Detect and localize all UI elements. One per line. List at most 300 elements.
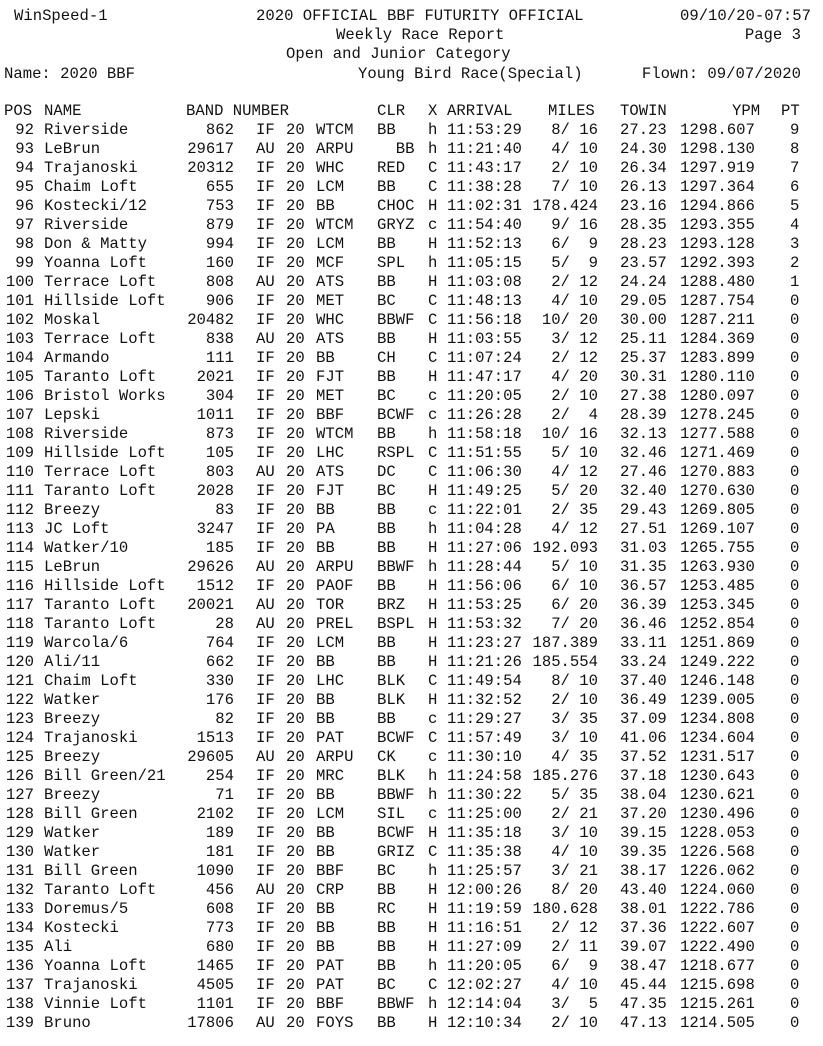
cell-yr: 20 (286, 938, 305, 956)
cell-x: c (428, 216, 438, 234)
cell-org: IF (256, 653, 275, 671)
cell-arrival: 11:27:09 (447, 938, 522, 956)
table-row (0, 995, 823, 1014)
cell-org: IF (256, 444, 275, 462)
cell-towin: 38.17 (620, 862, 667, 880)
page-number: Page 3 (744, 26, 801, 44)
cell-miles: 2/ 12 (551, 349, 598, 367)
cell-name: JC Loft (44, 520, 110, 538)
cell-name: Watker (44, 843, 101, 861)
cell-club: ARPU (316, 140, 354, 158)
cell-arrival: 11:38:28 (447, 178, 522, 196)
cell-towin: 26.34 (620, 159, 667, 177)
cell-band: 304 (205, 387, 234, 405)
cell-yr: 20 (286, 577, 305, 595)
col-arrival: ARRIVAL (447, 102, 513, 120)
cell-yr: 20 (286, 520, 305, 538)
table-row (0, 615, 823, 634)
cell-miles: 5/ 9 (551, 254, 598, 272)
cell-miles: 5/ 20 (551, 482, 598, 500)
cell-x: C (428, 292, 438, 310)
table-row (0, 691, 823, 710)
cell-pt: 0 (790, 729, 800, 747)
cell-pos: 112 (5, 501, 34, 519)
cell-ypm: 1215.261 (680, 995, 755, 1013)
cell-towin: 47.13 (620, 1014, 667, 1032)
cell-yr: 20 (286, 159, 305, 177)
cell-band: 330 (205, 672, 234, 690)
cell-miles: 2/ 10 (551, 691, 598, 709)
cell-pt: 0 (790, 634, 800, 652)
cell-band: 1512 (196, 577, 234, 595)
cell-pt: 0 (790, 824, 800, 842)
cell-x: H (428, 615, 438, 633)
cell-towin: 39.35 (620, 843, 667, 861)
cell-ypm: 1234.604 (680, 729, 755, 747)
cell-name: Doremus/5 (44, 900, 129, 918)
cell-name: Ali (44, 938, 73, 956)
cell-arrival: 11:56:18 (447, 311, 522, 329)
cell-clr: BCWF (377, 729, 415, 747)
cell-clr: SIL (377, 805, 406, 823)
cell-yr: 20 (286, 216, 305, 234)
cell-name: Riverside (44, 425, 129, 443)
cell-name: Ali/11 (44, 653, 101, 671)
cell-x: C (428, 976, 438, 994)
cell-clr: BB (377, 235, 396, 253)
cell-x: C (428, 311, 438, 329)
cell-ypm: 1271.469 (680, 444, 755, 462)
cell-towin: 24.24 (620, 273, 667, 291)
cell-miles: 187.389 (532, 634, 598, 652)
cell-name: Chaim Loft (44, 178, 138, 196)
cell-pt: 0 (790, 292, 800, 310)
table-row (0, 843, 823, 862)
cell-org: AU (256, 881, 275, 899)
cell-towin: 23.57 (620, 254, 667, 272)
cell-name: Bill Green (44, 862, 138, 880)
cell-club: LCM (316, 178, 345, 196)
cell-arrival: 11:26:28 (447, 406, 522, 424)
cell-ypm: 1278.245 (680, 406, 755, 424)
cell-yr: 20 (286, 425, 305, 443)
cell-pos: 100 (5, 273, 34, 291)
col-pt: PT (781, 102, 800, 120)
cell-yr: 20 (286, 273, 305, 291)
cell-yr: 20 (286, 767, 305, 785)
cell-arrival: 11:24:58 (447, 767, 522, 785)
cell-miles: 8/ 10 (551, 672, 598, 690)
cell-pos: 114 (5, 539, 34, 557)
cell-org: AU (256, 463, 275, 481)
cell-name: Taranto Loft (44, 482, 157, 500)
cell-ypm: 1297.919 (680, 159, 755, 177)
cell-x: h (428, 767, 438, 785)
program-name: WinSpeed-1 (14, 7, 108, 25)
cell-miles: 8/ 20 (551, 881, 598, 899)
cell-yr: 20 (286, 140, 305, 158)
cell-ypm: 1265.755 (680, 539, 755, 557)
cell-ypm: 1226.568 (680, 843, 755, 861)
cell-band: 906 (205, 292, 234, 310)
cell-pos: 127 (5, 786, 34, 804)
cell-pos: 105 (5, 368, 34, 386)
cell-pos: 133 (5, 900, 34, 918)
cell-x: H (428, 539, 438, 557)
cell-band: 608 (205, 900, 234, 918)
cell-org: IF (256, 710, 275, 728)
cell-pos: 106 (5, 387, 34, 405)
cell-x: C (428, 444, 438, 462)
cell-pt: 0 (790, 938, 800, 956)
cell-arrival: 12:00:26 (447, 881, 522, 899)
cell-x: h (428, 254, 438, 272)
cell-clr: BB (377, 634, 396, 652)
cell-name: Watker (44, 691, 101, 709)
cell-ypm: 1249.222 (680, 653, 755, 671)
cell-clr: BB (377, 501, 396, 519)
cell-clr: RC (377, 900, 396, 918)
cell-yr: 20 (286, 482, 305, 500)
table-row (0, 900, 823, 919)
cell-clr: BB (377, 919, 396, 937)
cell-x: H (428, 235, 438, 253)
cell-towin: 28.39 (620, 406, 667, 424)
cell-arrival: 11:06:30 (447, 463, 522, 481)
cell-clr: BLK (377, 672, 406, 690)
table-row (0, 976, 823, 995)
cell-miles: 4/ 10 (551, 292, 598, 310)
cell-org: AU (256, 558, 275, 576)
cell-org: AU (256, 1014, 275, 1032)
cell-towin: 36.39 (620, 596, 667, 614)
cell-miles: 2/ 4 (551, 406, 598, 424)
cell-ypm: 1222.607 (680, 919, 755, 937)
cell-name: Breezy (44, 710, 101, 728)
table-row (0, 273, 823, 292)
cell-pt: 3 (790, 235, 800, 253)
cell-org: IF (256, 843, 275, 861)
cell-towin: 36.46 (620, 615, 667, 633)
cell-org: IF (256, 387, 275, 405)
cell-x: h (428, 520, 438, 538)
cell-yr: 20 (286, 824, 305, 842)
cell-pt: 0 (790, 406, 800, 424)
col-name: NAME (44, 102, 82, 120)
cell-pos: 122 (5, 691, 34, 709)
cell-towin: 32.40 (620, 482, 667, 500)
cell-name: Bristol Works (44, 387, 166, 405)
cell-x: C (428, 159, 438, 177)
cell-yr: 20 (286, 691, 305, 709)
cell-clr: BBWF (377, 311, 415, 329)
col-pos: POS (4, 102, 33, 120)
cell-ypm: 1280.097 (680, 387, 755, 405)
cell-pos: 97 (15, 216, 34, 234)
cell-arrival: 11:25:57 (447, 862, 522, 880)
cell-yr: 20 (286, 957, 305, 975)
cell-name: Taranto Loft (44, 881, 157, 899)
cell-arrival: 11:57:49 (447, 729, 522, 747)
cell-club: MET (316, 292, 345, 310)
cell-pos: 117 (5, 596, 34, 614)
cell-band: 82 (215, 710, 234, 728)
cell-org: IF (256, 520, 275, 538)
cell-arrival: 11:28:44 (447, 558, 522, 576)
cell-pos: 134 (5, 919, 34, 937)
cell-arrival: 11:19:59 (447, 900, 522, 918)
cell-band: 20312 (187, 159, 234, 177)
cell-towin: 27.51 (620, 520, 667, 538)
cell-org: IF (256, 957, 275, 975)
cell-arrival: 11:47:17 (447, 368, 522, 386)
table-row (0, 235, 823, 254)
cell-arrival: 11:49:25 (447, 482, 522, 500)
cell-club: BB (316, 938, 335, 956)
cell-org: IF (256, 729, 275, 747)
table-row (0, 501, 823, 520)
cell-towin: 38.04 (620, 786, 667, 804)
cell-name: Taranto Loft (44, 596, 157, 614)
cell-club: BB (316, 349, 335, 367)
cell-pos: 139 (5, 1014, 34, 1032)
cell-ypm: 1284.369 (680, 330, 755, 348)
cell-yr: 20 (286, 615, 305, 633)
cell-x: c (428, 748, 438, 766)
cell-pos: 92 (15, 121, 34, 139)
cell-clr: GRYZ (377, 216, 415, 234)
cell-pt: 0 (790, 862, 800, 880)
cell-x: h (428, 121, 438, 139)
cell-name: Moskal (44, 311, 101, 329)
cell-club: BB (316, 653, 335, 671)
cell-arrival: 11:32:52 (447, 691, 522, 709)
cell-yr: 20 (286, 710, 305, 728)
cell-arrival: 11:20:05 (447, 957, 522, 975)
cell-yr: 20 (286, 881, 305, 899)
cell-pos: 132 (5, 881, 34, 899)
cell-arrival: 11:53:32 (447, 615, 522, 633)
cell-pos: 113 (5, 520, 34, 538)
cell-x: h (428, 957, 438, 975)
cell-clr: BC (377, 387, 396, 405)
cell-org: IF (256, 824, 275, 842)
col-towin: TOWIN (620, 102, 667, 120)
cell-arrival: 11:43:17 (447, 159, 522, 177)
table-row (0, 159, 823, 178)
cell-yr: 20 (286, 1014, 305, 1032)
cell-arrival: 11:27:06 (447, 539, 522, 557)
cell-clr: BB (377, 957, 396, 975)
cell-yr: 20 (286, 349, 305, 367)
cell-club: BBF (316, 995, 345, 1013)
col-miles: MILES (548, 102, 595, 120)
cell-band: 838 (205, 330, 234, 348)
cell-yr: 20 (286, 444, 305, 462)
cell-pt: 7 (790, 159, 800, 177)
cell-band: 29626 (187, 558, 234, 576)
cell-band: 4505 (196, 976, 234, 994)
report-datetime: 09/10/20-07:57 (679, 7, 811, 25)
cell-ypm: 1214.505 (680, 1014, 755, 1032)
cell-x: C (428, 463, 438, 481)
cell-towin: 23.16 (620, 197, 667, 215)
cell-name: LeBrun (44, 140, 101, 158)
cell-band: 2028 (196, 482, 234, 500)
cell-towin: 36.49 (620, 691, 667, 709)
cell-pt: 8 (790, 140, 800, 158)
table-row (0, 558, 823, 577)
cell-org: IF (256, 368, 275, 386)
cell-org: IF (256, 482, 275, 500)
cell-club: PREL (316, 615, 354, 633)
cell-club: ATS (316, 463, 345, 481)
cell-org: IF (256, 501, 275, 519)
cell-pt: 0 (790, 691, 800, 709)
cell-clr: BCWF (377, 406, 415, 424)
cell-arrival: 11:03:55 (447, 330, 522, 348)
cell-name: Watker (44, 824, 101, 842)
table-row (0, 197, 823, 216)
report-name: Weekly Race Report (336, 26, 505, 44)
cell-yr: 20 (286, 501, 305, 519)
cell-name: Yoanna Loft (44, 254, 147, 272)
cell-pos: 121 (5, 672, 34, 690)
cell-band: 254 (205, 767, 234, 785)
cell-pos: 104 (5, 349, 34, 367)
cell-pos: 107 (5, 406, 34, 424)
cell-club: WTCM (316, 425, 354, 443)
cell-band: 1465 (196, 957, 234, 975)
cell-name: LeBrun (44, 558, 101, 576)
cell-yr: 20 (286, 976, 305, 994)
cell-name: Hillside Loft (44, 577, 166, 595)
cell-towin: 33.24 (620, 653, 667, 671)
cell-org: IF (256, 178, 275, 196)
cell-pos: 130 (5, 843, 34, 861)
cell-club: LCM (316, 634, 345, 652)
cell-towin: 45.44 (620, 976, 667, 994)
table-row (0, 786, 823, 805)
cell-clr: BCWF (377, 824, 415, 842)
cell-clr: BC (377, 292, 396, 310)
cell-name: Watker/10 (44, 539, 129, 557)
cell-name: Armando (44, 349, 110, 367)
table-row (0, 824, 823, 843)
cell-x: c (428, 805, 438, 823)
cell-x: C (428, 178, 438, 196)
cell-miles: 178.424 (532, 197, 598, 215)
cell-miles: 2/ 12 (551, 273, 598, 291)
cell-name: Vinnie Loft (44, 995, 147, 1013)
cell-org: AU (256, 273, 275, 291)
cell-x: c (428, 501, 438, 519)
cell-clr: BB (377, 710, 396, 728)
table-row (0, 748, 823, 767)
cell-pt: 0 (790, 653, 800, 671)
cell-band: 160 (205, 254, 234, 272)
cell-band: 862 (205, 121, 234, 139)
cell-pos: 126 (5, 767, 34, 785)
cell-yr: 20 (286, 254, 305, 272)
cell-band: 1513 (196, 729, 234, 747)
cell-band: 28 (215, 615, 234, 633)
cell-ypm: 1280.110 (680, 368, 755, 386)
cell-x: h (428, 786, 438, 804)
table-row (0, 957, 823, 976)
cell-pt: 0 (790, 349, 800, 367)
race-type: Young Bird Race(Special) (358, 65, 583, 83)
cell-pos: 94 (15, 159, 34, 177)
cell-name: Breezy (44, 501, 101, 519)
race-name-label: Name: 2020 BBF (4, 65, 136, 83)
cell-miles: 3/ 12 (551, 330, 598, 348)
cell-pt: 0 (790, 330, 800, 348)
cell-arrival: 11:48:13 (447, 292, 522, 310)
cell-x: C (428, 672, 438, 690)
cell-pt: 6 (790, 178, 800, 196)
cell-clr: BB (377, 368, 396, 386)
cell-pt: 0 (790, 387, 800, 405)
cell-club: BB (316, 843, 335, 861)
cell-band: 185 (205, 539, 234, 557)
cell-clr: BB (377, 1014, 396, 1032)
cell-name: Terrace Loft (44, 273, 157, 291)
cell-pt: 0 (790, 615, 800, 633)
cell-band: 1090 (196, 862, 234, 880)
cell-pos: 136 (5, 957, 34, 975)
cell-miles: 185.276 (532, 767, 598, 785)
table-row (0, 216, 823, 235)
cell-band: 29605 (187, 748, 234, 766)
cell-club: BB (316, 786, 335, 804)
cell-club: FOYS (316, 1014, 354, 1032)
cell-pt: 0 (790, 558, 800, 576)
cell-miles: 7/ 10 (551, 178, 598, 196)
cell-pt: 0 (790, 463, 800, 481)
cell-pt: 0 (790, 444, 800, 462)
cell-towin: 27.46 (620, 463, 667, 481)
cell-org: IF (256, 539, 275, 557)
cell-ypm: 1228.053 (680, 824, 755, 842)
cell-clr: BBWF (377, 558, 415, 576)
cell-org: IF (256, 425, 275, 443)
cell-towin: 39.15 (620, 824, 667, 842)
cell-towin: 37.52 (620, 748, 667, 766)
cell-club: ARPU (316, 748, 354, 766)
cell-miles: 9/ 16 (551, 216, 598, 234)
cell-towin: 33.11 (620, 634, 667, 652)
cell-name: Breezy (44, 748, 101, 766)
cell-name: Terrace Loft (44, 463, 157, 481)
cell-org: AU (256, 748, 275, 766)
cell-arrival: 11:58:18 (447, 425, 522, 443)
table-row (0, 425, 823, 444)
cell-pos: 110 (5, 463, 34, 481)
cell-x: H (428, 368, 438, 386)
cell-pt: 0 (790, 710, 800, 728)
cell-yr: 20 (286, 463, 305, 481)
cell-x: H (428, 273, 438, 291)
cell-pos: 129 (5, 824, 34, 842)
table-row (0, 520, 823, 539)
cell-name: Chaim Loft (44, 672, 138, 690)
cell-arrival: 11:04:28 (447, 520, 522, 538)
cell-towin: 43.40 (620, 881, 667, 899)
cell-ypm: 1294.866 (680, 197, 755, 215)
cell-x: H (428, 1014, 438, 1032)
cell-miles: 5/ 10 (551, 558, 598, 576)
